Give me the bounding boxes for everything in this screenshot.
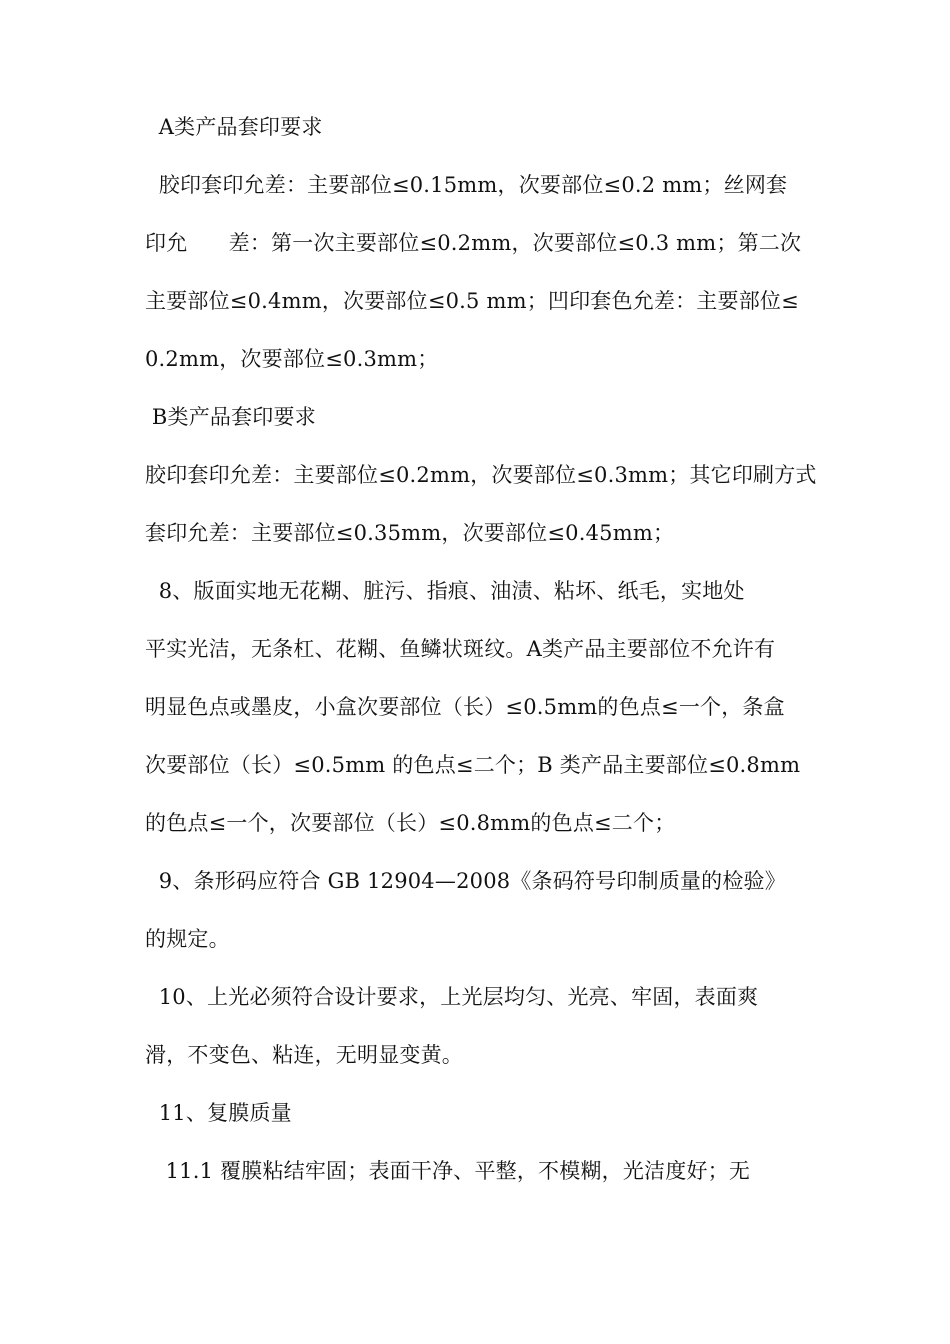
paragraph-line: 的规定。 [145, 927, 230, 951]
paragraph-line: 胶印套印允差：主要部位≤0.2mm，次要部位≤0.3mm；其它印刷方式 [145, 463, 817, 487]
paragraph-line: 印允 差：第一次主要部位≤0.2mm，次要部位≤0.3 mm；第二次 [145, 231, 802, 255]
paragraph-line: 0.2mm，次要部位≤0.3mm； [145, 347, 439, 371]
paragraph-line: 胶印套印允差：主要部位≤0.15mm，次要部位≤0.2 mm；丝网套 [145, 173, 788, 197]
paragraph-line: 8、版面实地无花糊、脏污、指痕、油渍、粘坏、纸毛，实地处 [145, 579, 745, 603]
paragraph-line: 滑，不变色、粘连，无明显变黄。 [145, 1043, 463, 1067]
section-heading-lamination: 11、复膜质量 [145, 1101, 292, 1125]
paragraph-line: 主要部位≤0.4mm，次要部位≤0.5 mm；凹印套色允差：主要部位≤ [145, 289, 799, 313]
paragraph-line: 10、上光必须符合设计要求，上光层均匀、光亮、牢固，表面爽 [145, 985, 759, 1009]
paragraph-line: 9、条形码应符合 GB 12904—2008《条码符号印制质量的检验》 [145, 869, 786, 893]
heading-a-class-overprint: A类产品套印要求 [145, 115, 323, 139]
paragraph-line: 套印允差：主要部位≤0.35mm，次要部位≤0.45mm； [145, 521, 675, 545]
paragraph-line: 11.1 覆膜粘结牢固；表面干净、平整，不模糊，光洁度好；无 [145, 1159, 751, 1183]
heading-b-class-overprint: B类产品套印要求 [145, 405, 316, 429]
paragraph-line: 明显色点或墨皮，小盒次要部位（长）≤0.5mm的色点≤一个，条盒 [145, 695, 785, 719]
paragraph-line: 的色点≤一个，次要部位（长）≤0.8mm的色点≤二个； [145, 811, 676, 835]
paragraph-line: 平实光洁，无条杠、花糊、鱼鳞状斑纹。A类产品主要部位不允许有 [145, 637, 776, 661]
paragraph-line: 次要部位（长）≤0.5mm 的色点≤二个；B 类产品主要部位≤0.8mm [145, 753, 801, 777]
